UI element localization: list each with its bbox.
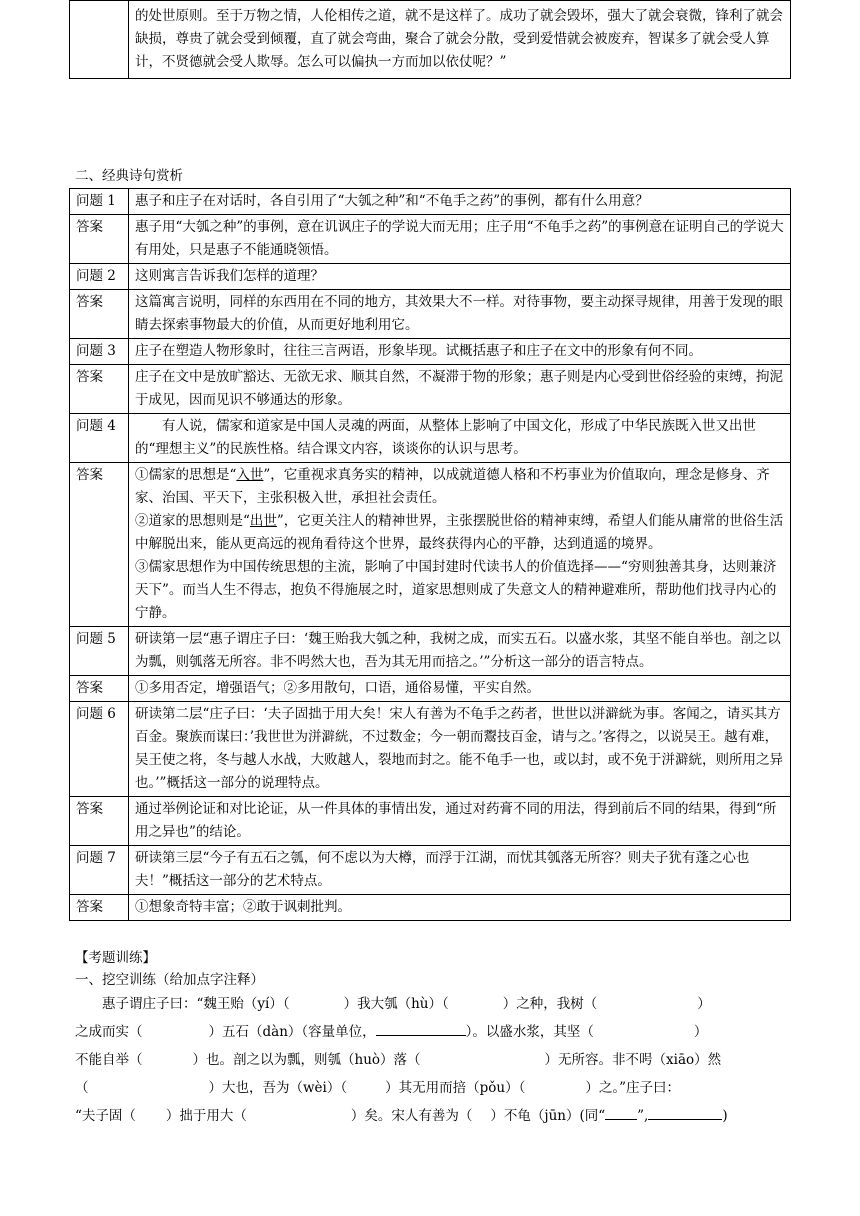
underlined-blank[interactable]: [648, 1105, 722, 1120]
text-span: ）。以盛水浆，其坚（: [465, 1024, 594, 1040]
text-span: （: [75, 1080, 89, 1096]
question-text: 研读第二层“庄子曰：‘夫子固拙于用大矣！宋人有善为不龟手之药者，世世以洴澼絖为事。客闻之，请买其方百金。聚族而谋曰：’我世世为洴澼絖，不过数金；今一朝而鬻技百金，请与之。’客得之，以说吴王。越有难，吴王使之将，冬与越人水战，大败越人，裂地而封之。能不龟手一也，或以封，或不免于洴澼絖，则所用之异也。’”概括这一部分的说理特点。: [129, 702, 791, 797]
answer-text: 通过举例论证和对比论证，从一件具体的事情出发，通过对药膏不同的用法，得到前后不同的结果，得到“所用之异也”的结论。: [129, 797, 791, 846]
row-label: 答案: [70, 676, 129, 702]
text-span: ②道家的思想则是“: [135, 513, 250, 529]
text-span: ）无所容。非不呺（xiāo）然: [544, 1052, 722, 1068]
table-row: [70, 339, 791, 365]
question-text: 庄子在塑造人物形象时，往往三言两语，形象毕现。试概括惠子和庄子在文中的形象有何不同。: [129, 339, 791, 365]
text-span: ): [722, 1108, 728, 1124]
answer-paragraph-3: ③儒家思想作为中国传统思想的主流，影响了中国封建时代读书人的价值选择——“穷则独善其身，达则兼济天下”。而当人生不得志，抱负不得施展之时，道家思想则成了失意文人的精神避难所，帮助他们找寻内心的宁静。: [135, 559, 777, 621]
row-label: 问题 7: [70, 846, 129, 895]
answer-text: ①想象奇特丰富；②敢于讽刺批判。: [129, 895, 791, 921]
table-row: [70, 189, 791, 215]
text-span: ）: [697, 996, 711, 1012]
continued-table: [69, 0, 791, 79]
text-span: ）不龟（jūn）(同“: [490, 1108, 606, 1124]
text-span: 惠子谓庄子曰：“魏王贻（yí）（: [102, 996, 290, 1012]
text-span: ）: [693, 1024, 708, 1040]
answer-text: 庄子在文中是放旷豁达、无欲无求、顺其自然，不凝滞于物的形象；惠子则是内心受到世俗经验的束缚，拘泥于成见，因而见识不够通达的形象。: [129, 365, 791, 414]
fill-in-exercise: [75, 990, 787, 1130]
row-label: 答案: [70, 895, 129, 921]
text-span: ）其无用而掊（pǒu）（: [385, 1080, 526, 1096]
row-label: 问题 2: [70, 264, 129, 290]
exercise-line-5: [75, 1102, 787, 1130]
question-text: 这则寓言告诉我们怎样的道理？: [129, 264, 791, 290]
text-span: ）五石（dàn）（容量单位，: [208, 1024, 376, 1040]
training-subtitle: 一、挖空训练（给加点字注释）: [75, 972, 264, 988]
table-row: [70, 414, 791, 463]
answer-text: 惠子用“大瓠之种”的事例，意在讥讽庄子的学说大而无用；庄子用“不龟手之药”的事例意在证明自己的学说大有用处，只是惠子不能通晓领悟。: [129, 215, 791, 264]
answer-text: ①多用否定，增强语气；②多用散句，口语，通俗易懂，平实自然。: [129, 676, 791, 702]
text-span: ）我大瓠（hù）（: [343, 996, 449, 1012]
text-span: ”，它重视求真务实的精神，以成就道德人格和不朽事业为价值取向，理念是修身、齐家、治国、平天下，主张积极入世，承担社会责任。: [135, 467, 770, 506]
table-row: [70, 290, 791, 339]
text-span: ）矣。宋人有善为（: [350, 1108, 473, 1124]
row-label: 答案: [70, 797, 129, 846]
table-row: [70, 797, 791, 846]
text-span: ”，它更关注人的精神世界，主张摆脱世俗的精神束缚，希望人们能从庸常的世俗生活中解脱出来，能从更高远的视角看待这个世界，最终获得内心的平静，达到逍遥的境界。: [135, 513, 784, 552]
underlined-blank[interactable]: [376, 1021, 466, 1036]
row-label: 问题 1: [70, 189, 129, 215]
row-label: 答案: [70, 463, 129, 627]
exercise-line-4: [75, 1074, 787, 1102]
question-text: 研读第三层“今子有五石之瓠，何不虑以为大樽，而浮于江湖，而忧其瓠落无所容？则夫子犹有蓬之心也夫！”概括这一部分的艺术特点。: [129, 846, 791, 895]
underlined-blank[interactable]: [605, 1105, 637, 1120]
exercise-line-2: [75, 1018, 787, 1046]
table-row: [70, 264, 791, 290]
row-label: 问题 6: [70, 702, 129, 797]
text-span: 不能自举（: [75, 1052, 143, 1068]
row-label: 答案: [70, 365, 129, 414]
table-row: [70, 627, 791, 676]
empty-label-cell: [70, 1, 129, 79]
continued-text: 的处世原则。至于万物之情，人伦相传之道，就不是这样了。成功了就会毁坏，强大了就会衰微，锋利了就会缺损，尊贵了就会受到倾覆，直了就会弯曲，聚合了就会分散，受到爱惜就会被废弃，智谋多了就会受人算计，不贤德就会受人欺辱。怎么可以偏执一方而加以依仗呢？”: [129, 1, 791, 79]
row-label: 答案: [70, 215, 129, 264]
text-span: ”,: [637, 1108, 649, 1124]
qa-table: [69, 188, 791, 921]
table-row: [70, 463, 791, 627]
row-label: 问题 4: [70, 414, 129, 463]
question-text: 研读第一层“惠子谓庄子曰：‘魏王贻我大瓠之种，我树之成，而实五石。以盛水浆，其坚不能自举也。剖之以为瓢，则瓠落无所容。非不呺然大也，吾为其无用而掊之。’”分析这一部分的语言特点。: [129, 627, 791, 676]
exercise-line-3: [75, 1046, 787, 1074]
question-text: 有人说，儒家和道家是中国人灵魂的两面，从整体上影响了中国文化，形成了中华民族既入世又出世的“理想主义”的民族性格。结合课文内容，谈谈你的认识与思考。: [129, 414, 791, 463]
section-title-poem-analysis: 二、经典诗句赏析: [75, 168, 183, 184]
question-text: 惠子和庄子在对话时，各自引用了“大瓠之种”和“不龟手之药”的事例，都有什么用意？: [129, 189, 791, 215]
table-row: [70, 215, 791, 264]
answer-paragraph-2: [135, 510, 784, 556]
text-span: ①儒家的思想是“: [135, 467, 237, 483]
table-row: [70, 1, 791, 79]
table-row: [70, 676, 791, 702]
underlined-term: 出世: [249, 513, 277, 529]
answer-text: 这篇寓言说明，同样的东西用在不同的地方，其效果大不一样。对待事物，要主动探寻规律，用善于发现的眼睛去探索事物最大的价值，从而更好地利用它。: [129, 290, 791, 339]
row-label: 问题 5: [70, 627, 129, 676]
training-title: 【考题训练】: [75, 950, 156, 966]
row-label: 答案: [70, 290, 129, 339]
text-span: ）大也，吾为（wèi）（: [208, 1080, 348, 1096]
text-span: ）拙于用大（: [165, 1108, 247, 1124]
text-span: 之成而实（: [75, 1024, 143, 1040]
underlined-term: 入世: [236, 467, 264, 483]
table-row: [70, 365, 791, 414]
table-row: [70, 846, 791, 895]
text-span: ）之种，我树（: [502, 996, 598, 1012]
answer-text-multi: [129, 463, 791, 627]
table-row: [70, 895, 791, 921]
text-span: ）之。”庄子曰：: [585, 1080, 680, 1096]
row-label: 问题 3: [70, 339, 129, 365]
text-span: “夫子固（: [75, 1108, 136, 1124]
answer-paragraph-1: [135, 464, 784, 510]
exercise-line-1: [75, 990, 787, 1018]
text-span: ）也。剖之以为瓢，则瓠（huò）落（: [192, 1052, 421, 1068]
table-row: [70, 702, 791, 797]
